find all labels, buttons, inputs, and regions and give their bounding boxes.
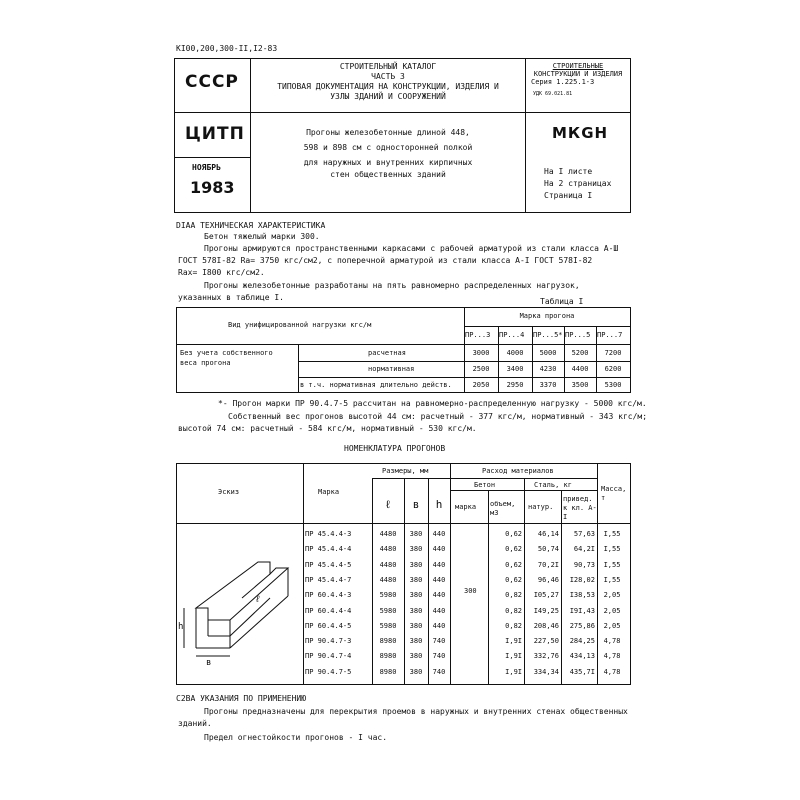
table1-group-label-1: Без учета собственного xyxy=(180,349,273,357)
table2-cell-b: 380 xyxy=(409,621,423,630)
country-label: СССР xyxy=(185,72,239,92)
section1-line-5: Прогоны железобетонные разработаны на пять равномерно распределенных нагрузок, xyxy=(204,281,580,290)
table1-row-label: нормативная xyxy=(368,365,415,373)
table2-col-dims: Размеры, мм xyxy=(382,467,429,475)
table2-concrete-grade: 300 xyxy=(464,587,477,595)
table2-cell-vol: I,9I xyxy=(505,652,522,661)
table1-cell: 5200 xyxy=(571,349,589,357)
table2-cell-red: I28,02 xyxy=(569,575,595,584)
table2-cell-vol: 0,62 xyxy=(505,545,522,554)
table2-cell-brand: ПР 60.4.4-5 xyxy=(305,621,352,630)
table2-cell-nat: 227,50 xyxy=(533,637,559,646)
table2-cell-l: 8980 xyxy=(379,637,397,646)
table2-col-mass: Масса, т xyxy=(601,485,627,502)
table2-cell-nat: 70,2I xyxy=(537,560,559,569)
table2-cell-brand: ПР 60.4.4-3 xyxy=(305,591,352,600)
table1-cell: 7200 xyxy=(604,349,622,357)
table2-cell-mass: I,55 xyxy=(603,560,621,569)
table1-brand-3: ПР...5* xyxy=(533,331,563,339)
table2-col-grade: марка xyxy=(455,503,477,511)
table2-cell-brand: ПР 45.4.4-7 xyxy=(305,575,352,584)
table1-brand-4: ПР...5 xyxy=(565,331,591,339)
table2-col-steel: Сталь, кг xyxy=(534,481,572,489)
table2-dim-l: ℓ xyxy=(384,498,392,511)
purlin-sketch-icon xyxy=(178,528,300,678)
table2-cell-b: 380 xyxy=(409,606,423,615)
table2-col-concrete: Бетон xyxy=(474,481,496,489)
section-line-2: КОНСТРУКЦИИ И ИЗДЕЛИЯ xyxy=(533,70,623,78)
table1-brand-1: ПР...3 xyxy=(465,331,491,339)
note-line-3: высотой 74 см: расчетный - 584 кгс/м, нормативный - 530 кгс/м. xyxy=(178,424,477,433)
sheet-line-3: Страница I xyxy=(544,191,593,200)
table2-cell-nat: 46,14 xyxy=(537,530,559,538)
table1-cell: 2050 xyxy=(472,381,490,389)
table2-cell-b: 380 xyxy=(409,652,423,661)
table2-col-brand: Марка xyxy=(318,488,340,496)
sheet-line-2: На 2 страницах xyxy=(544,179,612,188)
table2-cell-h: 440 xyxy=(432,560,446,569)
table2-cell-nat: 332,76 xyxy=(533,652,559,661)
section1-heading: DIAA ТЕХНИЧЕСКАЯ ХАРАКТЕРИСТИКА xyxy=(176,221,326,230)
table2-cell-red: I9I,43 xyxy=(569,606,595,615)
table2-cell-mass: I,55 xyxy=(603,575,621,584)
table2-cell-vol: 0,62 xyxy=(505,575,522,584)
table1-cell: 2500 xyxy=(472,365,490,373)
catalog-line-3: ТИПОВАЯ ДОКУМЕНТАЦИЯ НА КОНСТРУКЦИИ, ИЗДЕЛИЯ И xyxy=(277,82,499,91)
table1-cell: 4000 xyxy=(506,349,524,357)
table2-cell-brand: ПР 45.4.4-3 xyxy=(305,530,352,538)
table2-cell-nat: I05,27 xyxy=(533,591,559,600)
section1-line-4: Rax= I800 кгс/см2. xyxy=(178,268,265,277)
table2-cell-vol: I,9I xyxy=(505,667,522,676)
table2-cell-mass: I,55 xyxy=(603,530,621,538)
table1-cell: 3500 xyxy=(571,381,589,389)
table2-cell-h: 440 xyxy=(432,606,446,615)
table2-cell-vol: 0,82 xyxy=(505,606,522,615)
note-line-2: Собственный вес прогонов высотой 44 см: расчетный - 377 кгс/м, нормативный - 343 кгс/м; xyxy=(228,412,648,421)
section-line-1: СТРОИТЕЛЬНЫЕ xyxy=(552,62,604,70)
table2-col-natural: натур. xyxy=(528,503,554,511)
table2-dim-h: h xyxy=(435,498,443,511)
table2-cell-h: 440 xyxy=(432,545,446,554)
table2-cell-l: 5980 xyxy=(379,621,397,630)
table2-cell-red: 275,86 xyxy=(569,621,595,630)
table1-cell: 4230 xyxy=(539,365,557,373)
table1-cell: 4400 xyxy=(571,365,589,373)
section1-line-3: ГОСТ 578I-82 Ra= 3750 кгс/см2, с поперечной арматурой из стали класса А-I ГОСТ 578I-82 xyxy=(178,256,593,265)
doc-code: КI00,200,300-II,I2-83 xyxy=(176,44,278,53)
sketch-label-b: в xyxy=(206,658,212,668)
org-label: ЦИТП xyxy=(185,124,245,144)
section2-heading: С2ВА УКАЗАНИЯ ПО ПРИМЕНЕНИЮ xyxy=(176,694,307,703)
table2-cell-mass: 2,05 xyxy=(603,591,621,600)
table2-cell-l: 5980 xyxy=(379,591,397,600)
table2-cell-mass: 4,78 xyxy=(603,637,621,646)
table2-cell-brand: ПР 45.4.4-5 xyxy=(305,560,352,569)
table2-cell-brand: ПР 90.4.7-3 xyxy=(305,637,352,646)
table2-cell-mass: 2,05 xyxy=(603,606,621,615)
table2-cell-brand: ПР 90.4.7-4 xyxy=(305,652,352,661)
table2-dim-b: в xyxy=(412,498,420,511)
year-label: 1983 xyxy=(190,178,235,197)
table1-cell: 3370 xyxy=(539,381,557,389)
table2-cell-h: 740 xyxy=(432,637,446,646)
udc-label: УДК 69.021.81 xyxy=(533,91,573,97)
table2-cell-red: I38,53 xyxy=(569,591,595,600)
section2-line-2: зданий. xyxy=(178,719,212,728)
table1-brand-header: Марка прогона xyxy=(519,312,575,320)
month-label: НОЯБРЬ xyxy=(192,163,221,172)
table2-cell-nat: 208,46 xyxy=(533,621,559,630)
series-code: МКGН xyxy=(552,124,609,142)
table2-cell-mass: 4,78 xyxy=(603,667,621,676)
table2-cell-nat: I49,25 xyxy=(533,606,559,615)
table2-cell-b: 380 xyxy=(409,591,423,600)
section1-line-6: указанных в таблице I. xyxy=(178,293,284,302)
section1-line-1: Бетон тяжелый марки 300. xyxy=(204,232,320,241)
section2-line-1: Прогоны предназначены для перекрытия проемов в наружных и внутренних стенах общественных xyxy=(204,707,628,716)
table2-cell-h: 440 xyxy=(432,591,446,600)
table2-cell-red: 90,73 xyxy=(573,560,595,569)
table2-col-material: Расход материалов xyxy=(482,467,554,475)
table2-title: НОМЕНКЛАТУРА ПРОГОНОВ xyxy=(344,444,446,453)
table2-cell-vol: 0,62 xyxy=(505,530,522,538)
table1-load-header: Вид унифицированной нагрузки кгс/м xyxy=(228,321,372,329)
table2-cell-h: 440 xyxy=(432,575,446,584)
sketch-label-h: h xyxy=(178,622,184,632)
table2-cell-nat: 50,74 xyxy=(537,545,559,554)
table2-cell-mass: 4,78 xyxy=(603,652,621,661)
table2-cell-b: 380 xyxy=(409,667,423,676)
table2-cell-red: 57,63 xyxy=(573,530,595,538)
table2-cell-l: 8980 xyxy=(379,667,397,676)
table2-cell-l: 8980 xyxy=(379,652,397,661)
catalog-line-4: УЗЛЫ ЗДАНИЙ И СООРУЖЕНИЙ xyxy=(330,92,446,101)
table1-row-label: расчетная xyxy=(368,349,406,357)
table2-cell-vol: 0,82 xyxy=(505,591,522,600)
table1-cell: 5000 xyxy=(539,349,557,357)
title-line-1: Прогоны железобетонные длиной 448, xyxy=(306,128,470,137)
catalog-line-1: СТРОИТЕЛЬНЫЙ КАТАЛОГ xyxy=(339,62,437,71)
table2-cell-vol: I,9I xyxy=(505,637,522,646)
table1-cell: 2950 xyxy=(506,381,524,389)
table2-cell-l: 5980 xyxy=(379,606,397,615)
table2-col-sketch: Эскиз xyxy=(218,488,240,496)
table2-cell-b: 380 xyxy=(409,575,423,584)
title-line-4: стен общественных зданий xyxy=(330,170,446,179)
table2-col-reduced: привед. к кл. А-I xyxy=(563,495,597,521)
table2-cell-brand: ПР 60.4.4-4 xyxy=(305,606,352,615)
table2-cell-brand: ПР 45.4.4-4 xyxy=(305,545,352,554)
table2-cell-vol: 0,82 xyxy=(505,621,522,630)
title-line-3: для наружных и внутренних кирпичных xyxy=(303,158,473,167)
table2-cell-red: 434,13 xyxy=(569,652,595,661)
table2-cell-b: 380 xyxy=(409,530,423,538)
table1-group-label-2: веса прогона xyxy=(180,359,231,367)
table1-cell: 3000 xyxy=(472,349,490,357)
table2-cell-l: 4480 xyxy=(379,575,397,584)
table2-cell-brand: ПР 90.4.7-5 xyxy=(305,667,352,676)
table2-cell-h: 440 xyxy=(432,621,446,630)
section-line-3: Серия 1.225.1-3 xyxy=(531,78,595,86)
table2-cell-red: 64,2I xyxy=(573,545,595,554)
table1-row-label: в т.ч. нормативная длительно действ. xyxy=(300,381,452,389)
note-line-1: *- Прогон марки ПР 90.4.7-5 рассчитан на равномерно-распределенную нагрузку - 5000 кгс/м. xyxy=(218,399,647,408)
section1-line-2: Прогоны армируются пространственными каркасами с рабочей арматурой из стали класса А-Ш xyxy=(204,244,619,253)
section2-line-3: Предел огнестойкости прогонов - I час. xyxy=(204,733,388,742)
table2-cell-nat: 96,46 xyxy=(537,575,559,584)
table1-brand-2: ПР...4 xyxy=(499,331,525,339)
table2-cell-l: 4480 xyxy=(379,530,397,538)
table2-cell-b: 380 xyxy=(409,560,423,569)
table2-cell-nat: 334,34 xyxy=(533,667,559,676)
table2-cell-vol: 0,62 xyxy=(505,560,522,569)
table2-cell-h: 440 xyxy=(432,530,446,538)
table2-cell-l: 4480 xyxy=(379,545,397,554)
table1-label: Таблица I xyxy=(540,297,584,306)
catalog-line-2: ЧАСТЬ 3 xyxy=(371,72,405,81)
table2-cell-h: 740 xyxy=(432,667,446,676)
table2-cell-mass: I,55 xyxy=(603,545,621,554)
table1-cell: 3400 xyxy=(506,365,524,373)
sheet-line-1: На I листе xyxy=(544,167,593,176)
table1-brand-5: ПР...7 xyxy=(597,331,623,339)
sketch-label-l: ℓ xyxy=(255,595,261,605)
table1-cell: 6200 xyxy=(604,365,622,373)
title-line-2: 598 и 898 см с односторонней полкой xyxy=(303,143,473,152)
table2-cell-h: 740 xyxy=(432,652,446,661)
table2-cell-l: 4480 xyxy=(379,560,397,569)
table2-cell-red: 435,7I xyxy=(569,667,595,676)
table2-cell-b: 380 xyxy=(409,637,423,646)
table2-col-volume: объем, м3 xyxy=(490,500,516,517)
table2-cell-red: 284,25 xyxy=(569,637,595,646)
table2-cell-mass: 2,05 xyxy=(603,621,621,630)
table2-cell-b: 380 xyxy=(409,545,423,554)
table1-cell: 5300 xyxy=(604,381,622,389)
